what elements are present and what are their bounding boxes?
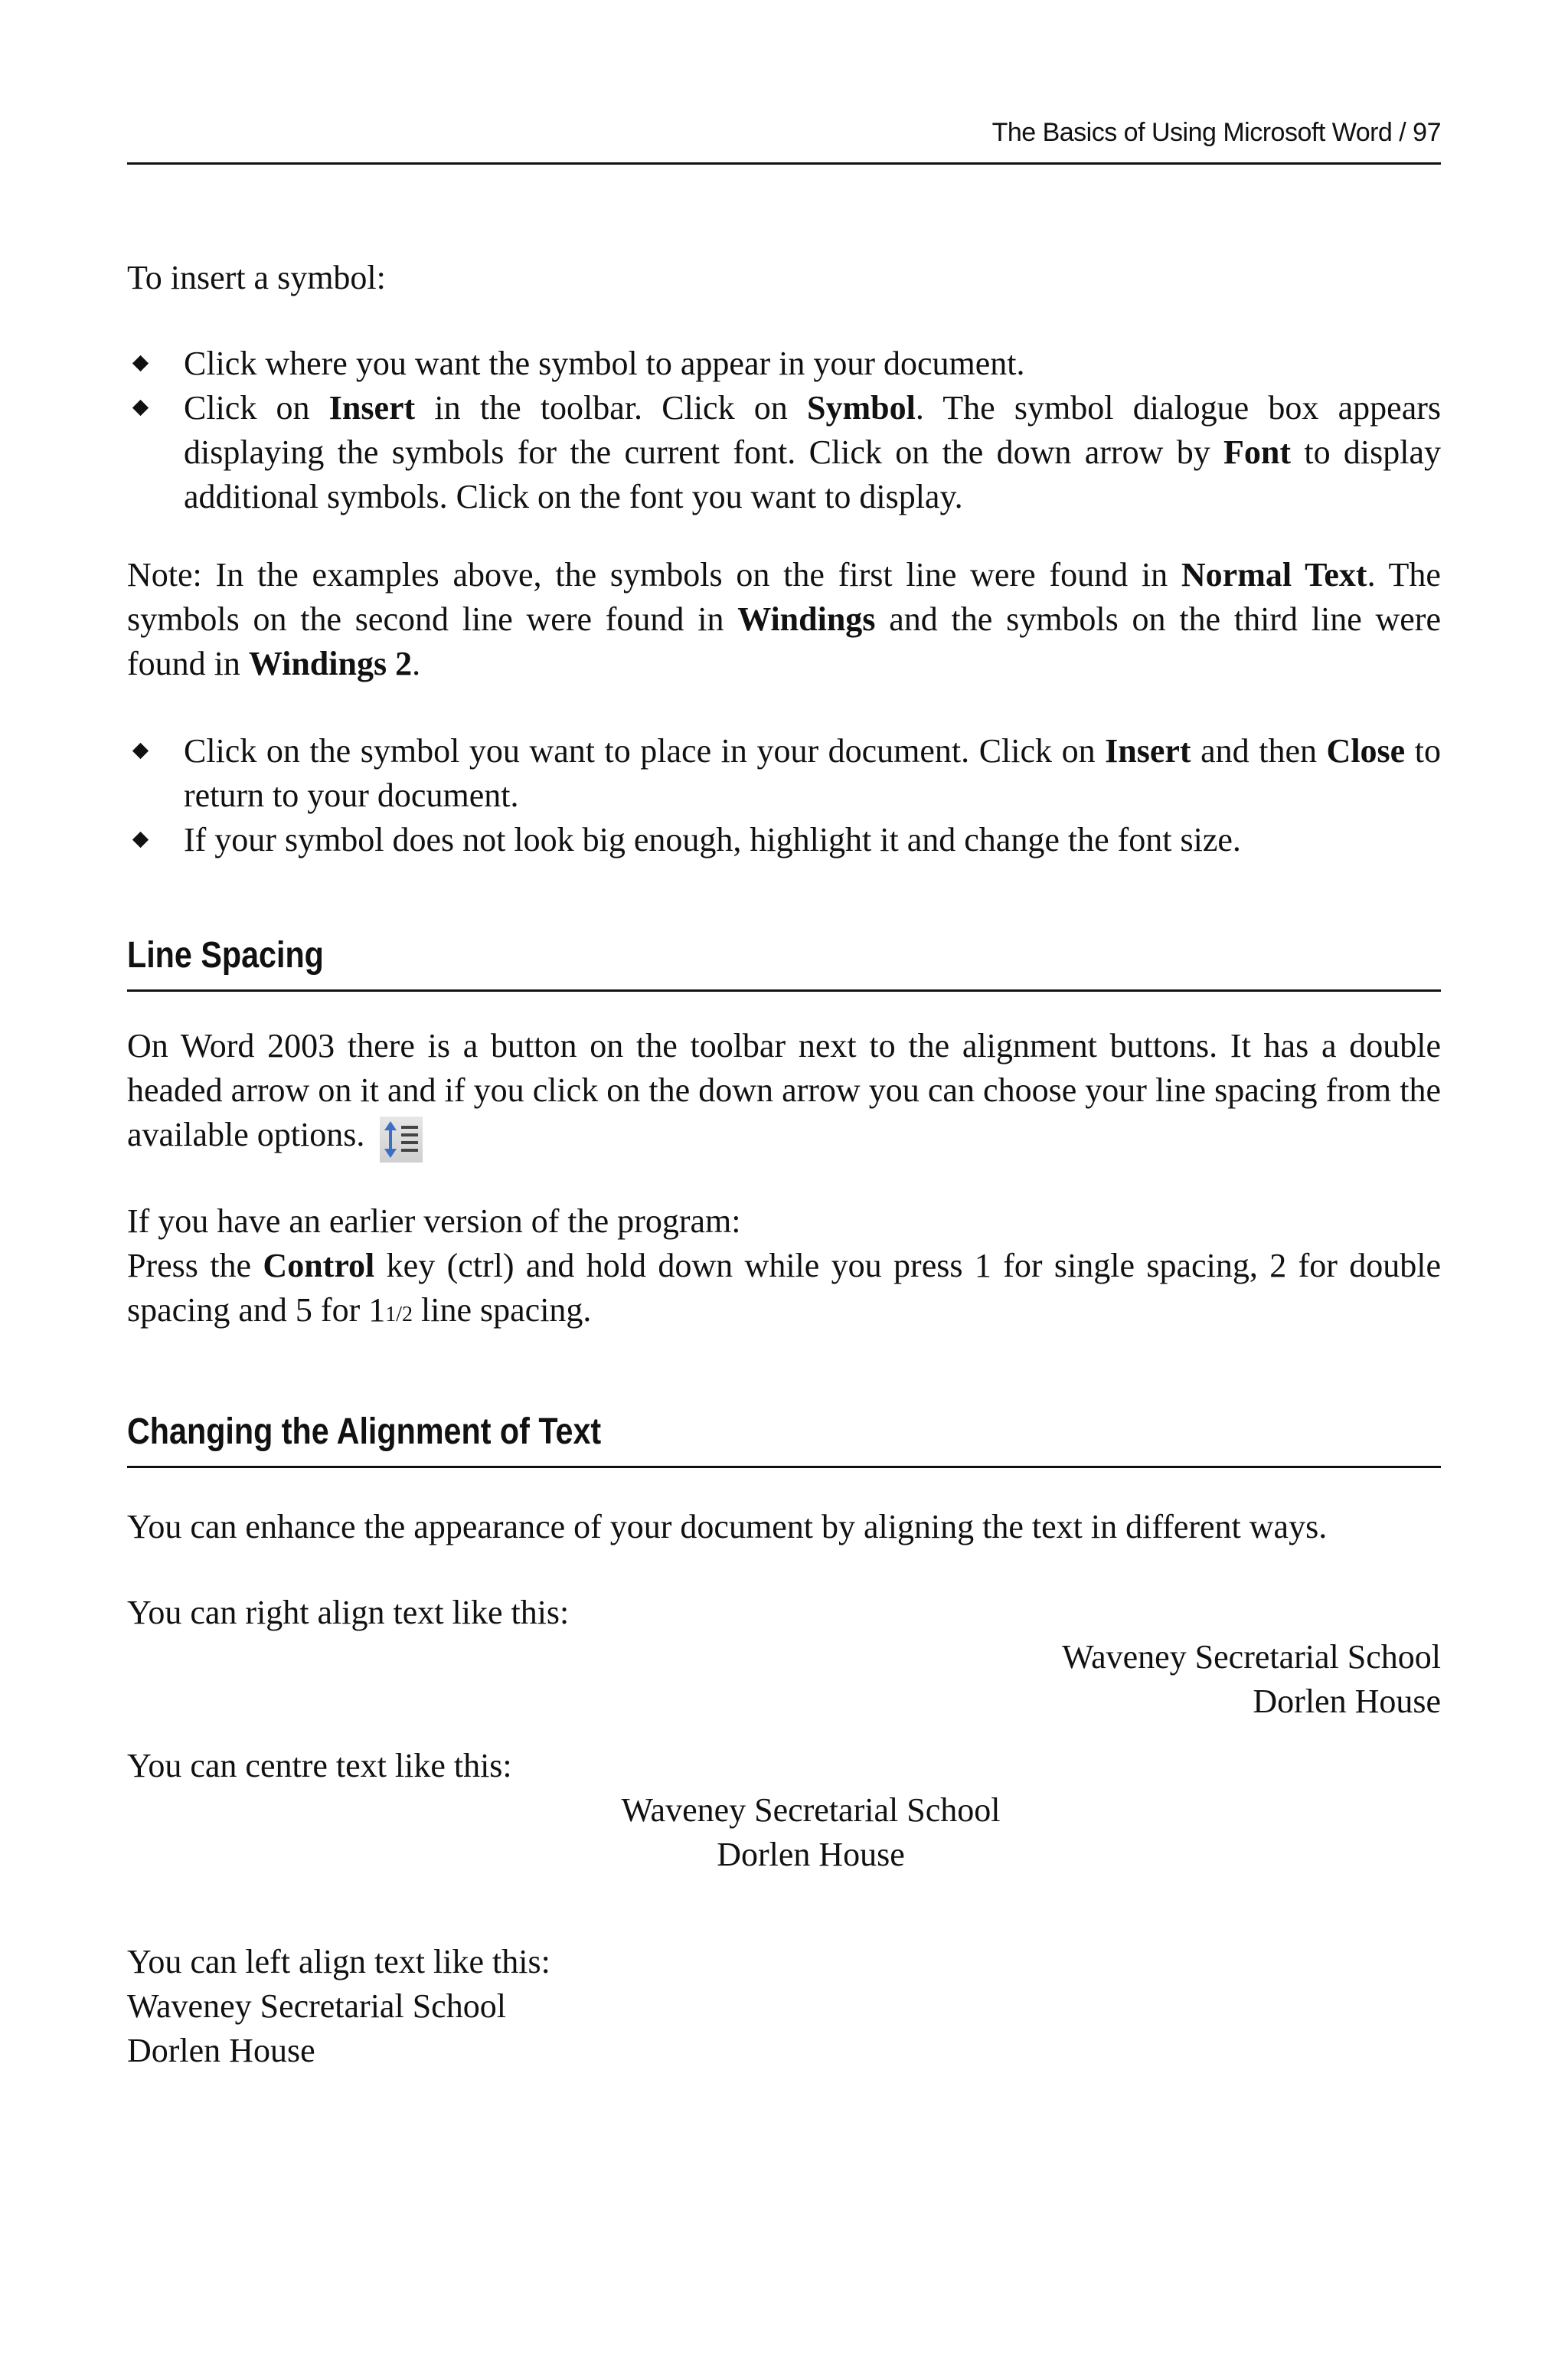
line-spacing-section: [127, 933, 1441, 1337]
diamond-bullet-icon: [132, 832, 149, 848]
line-spacing-para: On Word 2003 there is a button on the toolbar next to the alignment buttons. It has a double headed arrow on it and if you click on the down arrow you can choose your line spacing from the available options.: [127, 1024, 1441, 1163]
right-align-intro: You can right align text like this:: [127, 1594, 570, 1631]
diamond-bullet-icon: [132, 400, 149, 416]
right-aligned-line1: Waveney Secretarial School: [1062, 1638, 1441, 1676]
list-item: Click on Insert in the toolbar. Click on Symbol. The symbol dialogue box appears displaying the symbols for the current font. Click on the down arrow by Font to display additional symbols. Click on the font you want to display.: [127, 386, 1441, 519]
insert-symbol-steps: [127, 342, 1441, 519]
line-spacing-icon: [380, 1117, 423, 1163]
left-aligned-line2: Dorlen House: [127, 2032, 315, 2069]
page-content: [127, 256, 1441, 2073]
left-aligned-line1: Waveney Secretarial School: [127, 1987, 506, 2025]
list-item: Click on the symbol you want to place in your document. Click on Insert and then Close to return to your document.: [127, 729, 1441, 818]
left-align-intro: You can left align text like this:: [127, 1943, 550, 1980]
centred-line2: Dorlen House: [717, 1836, 905, 1873]
header-rule: [127, 162, 1441, 165]
place-symbol-steps: [127, 729, 1441, 862]
section-title: Line Spacing: [127, 935, 324, 976]
list-item: If your symbol does not look big enough, highlight it and change the font size.: [127, 818, 1441, 862]
section-title: Changing the Alignment of Text: [127, 1411, 602, 1452]
centred-line1: Waveney Secretarial School: [621, 1791, 1001, 1829]
section-rule: [127, 1466, 1441, 1468]
diamond-bullet-icon: [132, 355, 149, 371]
earlier-version-para: If you have an earlier version of the program:: [127, 1202, 741, 1240]
list-item: [127, 342, 1441, 386]
centre-align-intro: You can centre text like this:: [127, 1747, 512, 1784]
note-paragraph: Note: In the examples above, the symbols on the first line were found in Normal Text. The symbols on the second line were found in Windings and the symbols on the third line were found in Windings 2.: [127, 556, 1441, 682]
section-rule: [127, 989, 1441, 992]
alignment-intro: You can enhance the appearance of your document by aligning the text in different ways.: [127, 1508, 1328, 1545]
running-header: The Basics of Using Microsoft Word / 97: [991, 118, 1441, 147]
step-text: Click where you want the symbol to appear in your document.: [184, 345, 1025, 382]
control-key-para: Press the Control key (ctrl) and hold down while you press 1 for single spacing, 2 for double spacing and 5 for 11/2 line spacing.: [127, 1247, 1442, 1329]
alignment-section: [127, 1409, 1441, 2073]
right-aligned-line2: Dorlen House: [1253, 1683, 1441, 1720]
diamond-bullet-icon: [132, 743, 149, 759]
insert-symbol-intro: To insert a symbol:: [127, 259, 386, 296]
fraction-half: 1/2: [385, 1303, 413, 1326]
